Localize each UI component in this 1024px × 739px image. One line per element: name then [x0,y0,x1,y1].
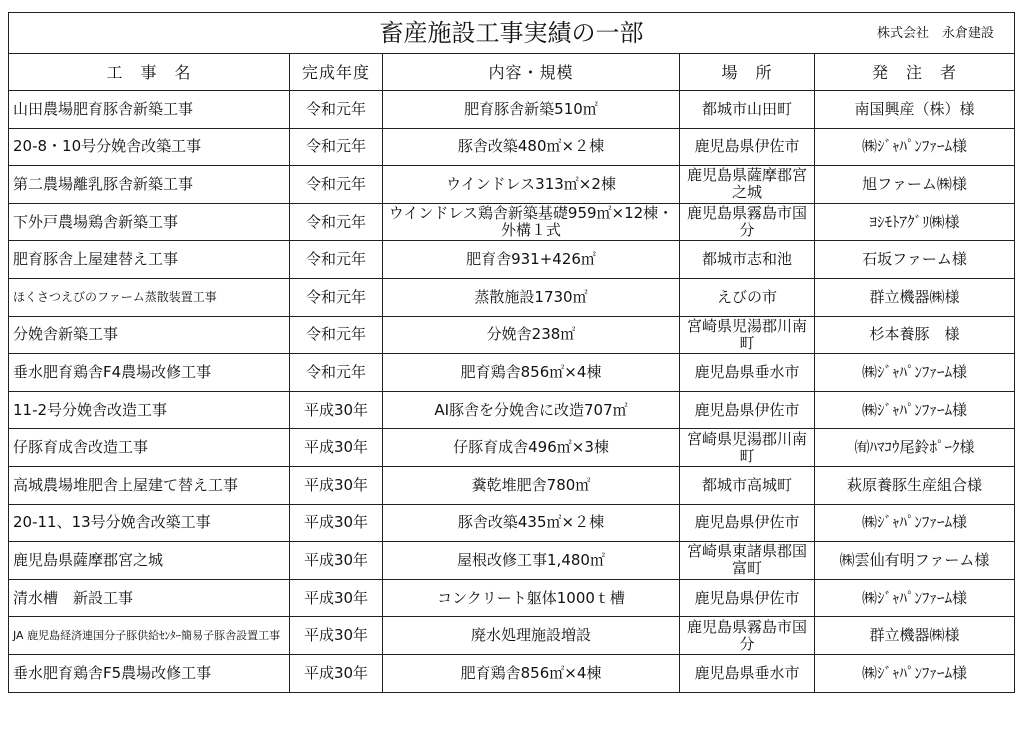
client-cell: 旭ファーム㈱様 [815,166,1015,204]
client-cell: 群立機器㈱様 [815,617,1015,655]
company-name: 株式会社 永倉建設 [877,26,995,41]
client-cell: 南国興産（株）様 [815,91,1015,129]
client-cell: ㈱ｼﾞｬﾊﾟﾝﾌｧｰﾑ様 [815,128,1015,166]
header-client: 発 注 者 [815,54,1015,91]
table-row [9,203,1015,241]
project-name-cell: 20-8・10号分娩舎改築工事 [9,128,290,166]
project-name-cell: 高城農場堆肥舎上屋建て替え工事 [9,466,290,504]
table-row [9,617,1015,655]
table-row [9,654,1015,692]
scope-cell: 豚舎改築435㎡×２棟 [383,504,680,542]
project-name-cell: 20-11、13号分娩舎改築工事 [9,504,290,542]
location-cell: 鹿児島県伊佐市 [680,579,815,617]
table-row [9,466,1015,504]
table-row [9,166,1015,204]
completion-year-cell: 平成30年 [290,466,383,504]
client-cell: 群立機器㈱様 [815,278,1015,316]
works-table-body [9,13,1015,693]
completion-year-cell: 平成30年 [290,542,383,580]
project-name-cell: 垂水肥育鶏舎F4農場改修工事 [9,354,290,392]
location-cell: 宮崎県児湯郡川南町 [680,429,815,467]
table-row [9,504,1015,542]
client-cell: ㈱ｼﾞｬﾊﾟﾝﾌｧｰﾑ様 [815,391,1015,429]
project-name-cell: 清水槽 新設工事 [9,579,290,617]
completion-year-cell: 令和元年 [290,166,383,204]
header-row [9,54,1015,91]
table-row [9,91,1015,129]
client-cell: ㈱ｼﾞｬﾊﾟﾝﾌｧｰﾑ様 [815,354,1015,392]
scope-cell: AI豚舎を分娩舎に改造707㎡ [383,391,680,429]
table-row [9,429,1015,467]
location-cell: 鹿児島県伊佐市 [680,391,815,429]
project-name-cell: 肥育豚舎上屋建替え工事 [9,241,290,279]
project-name-cell: 11-2号分娩舎改造工事 [9,391,290,429]
location-cell: 鹿児島県薩摩郡宮之城 [680,166,815,204]
location-cell: 鹿児島県霧島市国分 [680,203,815,241]
location-cell: 鹿児島県霧島市国分 [680,617,815,655]
client-cell: ㈱ｼﾞｬﾊﾟﾝﾌｧｰﾑ様 [815,654,1015,692]
scope-cell: 分娩舎238㎡ [383,316,680,354]
scope-cell: 肥育豚舎新築510㎡ [383,91,680,129]
scope-cell: 屋根改修工事1,480㎡ [383,542,680,580]
works-table [8,12,1015,693]
scope-cell: 肥育鶏舎856㎡×4棟 [383,354,680,392]
location-cell: 都城市志和池 [680,241,815,279]
completion-year-cell: 令和元年 [290,203,383,241]
client-cell: ㈱雲仙有明ファーム様 [815,542,1015,580]
project-name-cell: 下外戸農場鶏舎新築工事 [9,203,290,241]
location-cell: 鹿児島県垂水市 [680,354,815,392]
header-year: 完成年度 [290,54,383,91]
title-row [9,13,1015,54]
header-place: 場 所 [680,54,815,91]
client-cell: ㈱ｼﾞｬﾊﾟﾝﾌｧｰﾑ様 [815,504,1015,542]
completion-year-cell: 令和元年 [290,354,383,392]
scope-cell: 肥育舎931+426㎡ [383,241,680,279]
completion-year-cell: 平成30年 [290,504,383,542]
table-row [9,542,1015,580]
page-title: 畜産施設工事実績の一部 [379,18,644,47]
client-cell: ﾖｼﾓﾄｱｸﾞﾘ㈱様 [815,203,1015,241]
project-name-cell: 仔豚育成舎改造工事 [9,429,290,467]
completion-year-cell: 令和元年 [290,91,383,129]
completion-year-cell: 平成30年 [290,617,383,655]
scope-cell: 糞乾堆肥舎780㎡ [383,466,680,504]
table-row [9,278,1015,316]
scope-cell: 蒸散施設1730㎡ [383,278,680,316]
scope-cell: ウインドレス313㎡×2棟 [383,166,680,204]
scope-cell: 廃水処理施設増設 [383,617,680,655]
location-cell: 鹿児島県垂水市 [680,654,815,692]
project-name-cell: ほくさつえびのファーム蒸散装置工事 [9,278,290,316]
scope-cell: 仔豚育成舎496㎡×3棟 [383,429,680,467]
completion-year-cell: 令和元年 [290,278,383,316]
completion-year-cell: 平成30年 [290,579,383,617]
completion-year-cell: 平成30年 [290,429,383,467]
location-cell: 鹿児島県伊佐市 [680,504,815,542]
client-cell: ㈱ｼﾞｬﾊﾟﾝﾌｧｰﾑ様 [815,579,1015,617]
scope-cell: コンクリート躯体1000ｔ槽 [383,579,680,617]
header-name: 工 事 名 [9,54,290,91]
scope-cell: ウインドレス鶏舎新築基礎959㎡×12棟・外構１式 [383,203,680,241]
table-row [9,354,1015,392]
project-name-cell: 垂水肥育鶏舎F5農場改修工事 [9,654,290,692]
table-row [9,579,1015,617]
project-name-cell: 山田農場肥育豚舎新築工事 [9,91,290,129]
completion-year-cell: 令和元年 [290,128,383,166]
client-cell: 石坂ファーム様 [815,241,1015,279]
location-cell: 鹿児島県伊佐市 [680,128,815,166]
title-cell [9,13,1015,54]
location-cell: 都城市高城町 [680,466,815,504]
scope-cell: 豚舎改築480㎡×２棟 [383,128,680,166]
project-name-cell: 第二農場離乳豚舎新築工事 [9,166,290,204]
scope-cell: 肥育鶏舎856㎡×4棟 [383,654,680,692]
project-name-cell: 鹿児島県薩摩郡宮之城 [9,542,290,580]
location-cell: 都城市山田町 [680,91,815,129]
table-row [9,316,1015,354]
location-cell: 宮崎県東諸県郡国富町 [680,542,815,580]
client-cell: ㈲ﾊﾏｺｳ尾鈴ﾎﾟｰｸ様 [815,429,1015,467]
client-cell: 杉本養豚 様 [815,316,1015,354]
location-cell: えびの市 [680,278,815,316]
project-name-cell: JA 鹿児島経済連国分子豚供給ｾﾝﾀｰ簡易子豚舎設置工事 [9,617,290,655]
project-name-cell: 分娩舎新築工事 [9,316,290,354]
table-row [9,391,1015,429]
location-cell: 宮崎県児湯郡川南町 [680,316,815,354]
client-cell: 萩原養豚生産組合様 [815,466,1015,504]
table-row [9,128,1015,166]
completion-year-cell: 令和元年 [290,241,383,279]
completion-year-cell: 平成30年 [290,391,383,429]
table-row [9,241,1015,279]
header-scope: 内容・規模 [383,54,680,91]
completion-year-cell: 令和元年 [290,316,383,354]
works-sheet [8,12,1014,693]
completion-year-cell: 平成30年 [290,654,383,692]
